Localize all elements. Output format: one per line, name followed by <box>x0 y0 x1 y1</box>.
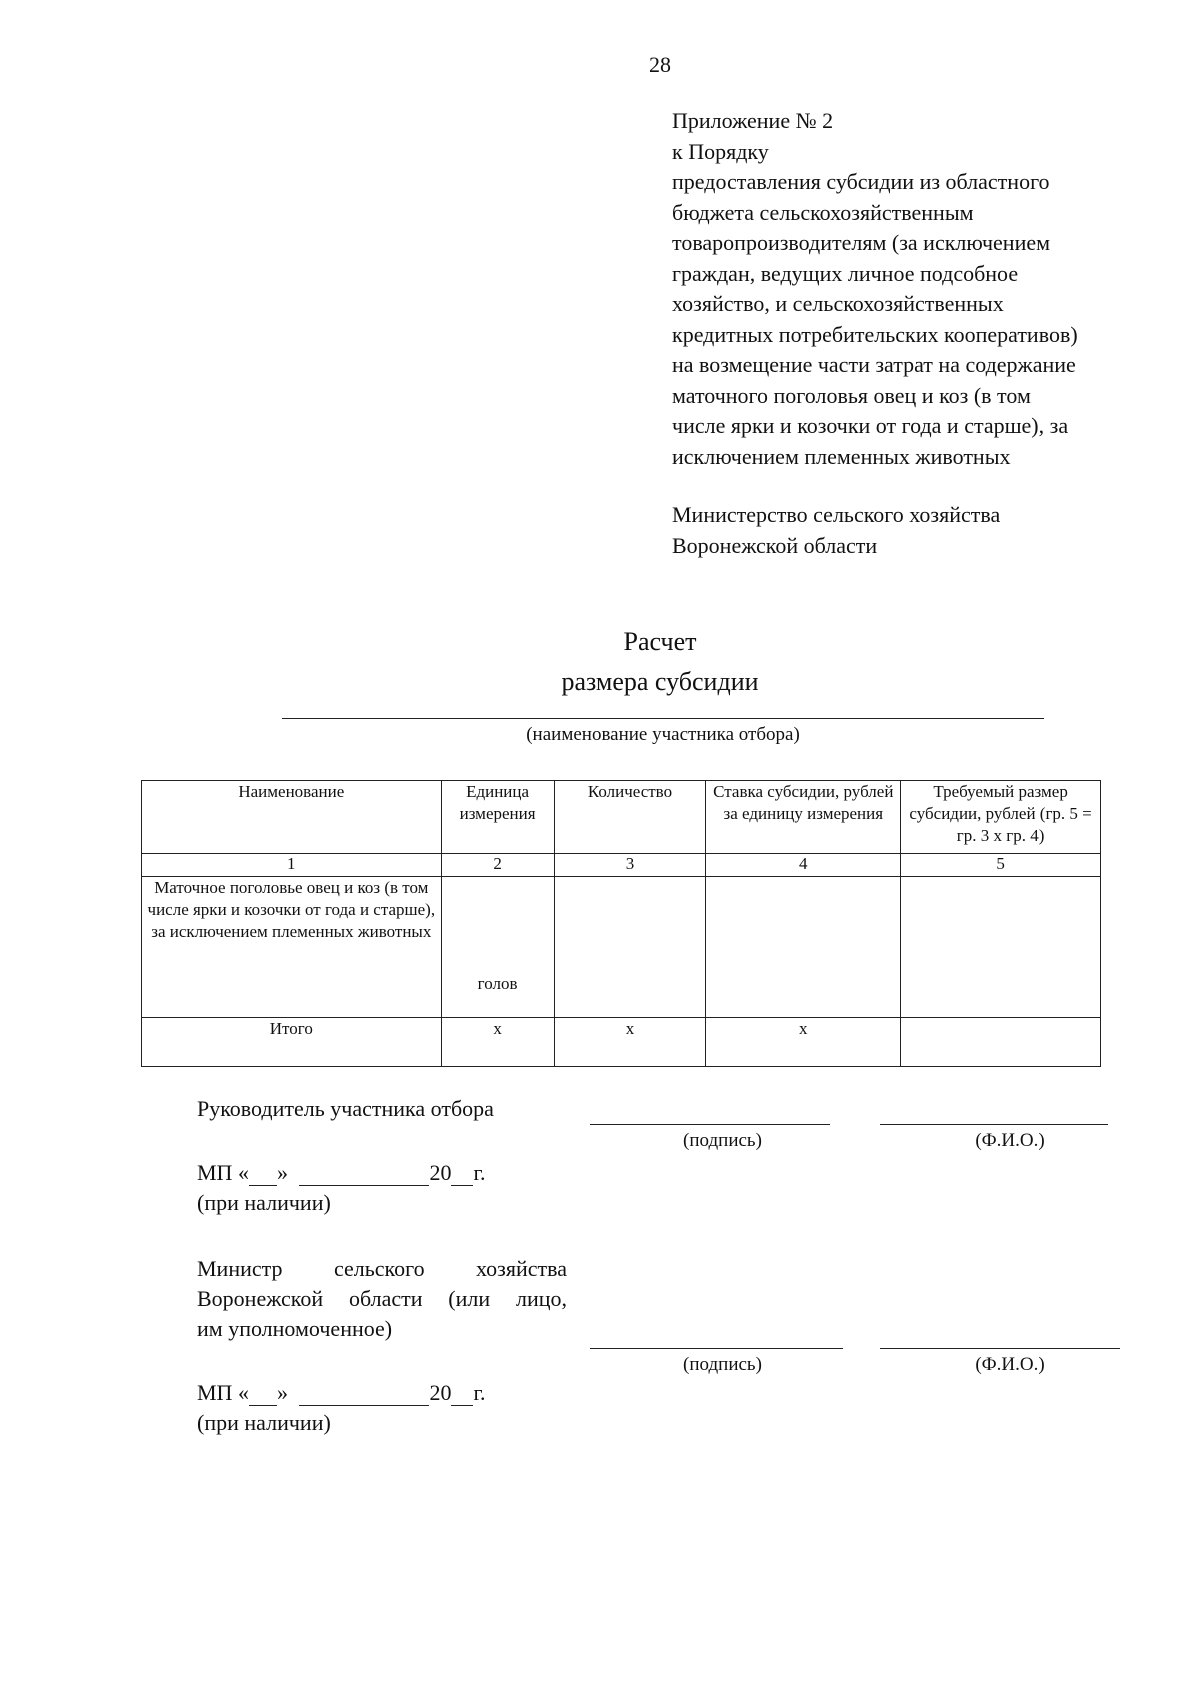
minister-signature-line[interactable] <box>590 1348 843 1349</box>
total-label: Итого <box>142 1018 442 1067</box>
stamp-date-line-2 <box>197 1380 486 1406</box>
ministry-line: Воронежской области <box>672 532 878 558</box>
minister-line: им уполномоченное) <box>197 1316 393 1341</box>
stamp-label: МП « <box>197 1160 249 1185</box>
table-header-row <box>142 781 1101 854</box>
appendix-header <box>672 106 1172 472</box>
header-amount: Требуемый размер субсидии, рублей (гр. 5 = гр. 3 х гр. 4) <box>901 781 1101 854</box>
appendix-line: товаропроизводителям (за исключением <box>672 230 1051 255</box>
month-blank[interactable] <box>299 1161 429 1186</box>
addressee-ministry <box>672 500 1172 561</box>
header-unit: Единица измерения <box>441 781 554 854</box>
head-fio-caption: (Ф.И.О.) <box>975 1130 1045 1151</box>
column-number: 2 <box>441 854 554 877</box>
total-row <box>142 1018 1101 1067</box>
appendix-line: бюджета сельскохозяйственным <box>672 199 974 225</box>
minister-line: Министр сельского хозяйства <box>197 1256 567 1281</box>
head-fio-line[interactable] <box>880 1124 1108 1125</box>
appendix-line: предоставления субсидии из областного <box>672 169 1050 194</box>
row-rate[interactable] <box>706 877 901 1018</box>
column-number: 5 <box>901 854 1101 877</box>
if-any-note: (при наличии) <box>197 1410 331 1435</box>
subsidy-calculation-table <box>141 780 1101 1067</box>
header-name: Наименование <box>142 781 442 854</box>
stamp-label: МП « <box>197 1380 249 1405</box>
stamp-date-line-1 <box>197 1160 486 1186</box>
year-prefix: 20 <box>429 1160 452 1185</box>
year-suffix: г. <box>473 1160 486 1185</box>
minister-line: Воронежской области (или лицо, <box>197 1286 567 1311</box>
title-line-2: размера субсидии <box>561 667 759 696</box>
column-number: 4 <box>706 854 901 877</box>
table-row <box>142 877 1101 1018</box>
ministry-line: Министерство сельского хозяйства <box>672 502 1001 527</box>
title-line-1: Расчет <box>623 627 697 656</box>
row-amount[interactable] <box>901 877 1101 1018</box>
minister-signature-caption: (подпись) <box>683 1354 762 1375</box>
row-quantity[interactable] <box>554 877 706 1018</box>
participant-caption: (наименование участника отбора) <box>526 724 800 745</box>
total-quantity: х <box>554 1018 706 1067</box>
year-blank[interactable] <box>451 1161 473 1186</box>
quote-close: » <box>276 1380 288 1405</box>
day-blank[interactable] <box>249 1161 277 1186</box>
quote-close: » <box>276 1160 288 1185</box>
appendix-line: исключением племенных животных <box>672 443 1011 469</box>
month-blank[interactable] <box>299 1381 429 1406</box>
appendix-line: кредитных потребительских кооперативов) <box>672 321 1078 347</box>
participant-name-line <box>282 718 1044 719</box>
minister-signatory-label <box>197 1254 567 1344</box>
minister-fio-caption: (Ф.И.О.) <box>975 1354 1045 1375</box>
appendix-line: на возмещение части затрат на содержание <box>672 352 1076 377</box>
total-amount[interactable] <box>901 1018 1101 1067</box>
appendix-line: граждан, ведущих личное подсобное <box>672 260 1019 286</box>
row-name: Маточное поголовье овец и коз (в том числе ярки и козочки от года и старше), за исключением племенных животных <box>142 877 442 1018</box>
minister-fio-line[interactable] <box>880 1348 1120 1349</box>
page-number: 28 <box>649 52 671 77</box>
header-quantity: Количество <box>554 781 706 854</box>
header-rate: Ставка субсидии, рублей за единицу измерения <box>706 781 901 854</box>
year-prefix: 20 <box>429 1380 452 1405</box>
row-unit: голов <box>441 877 554 1018</box>
head-signature-line[interactable] <box>590 1124 830 1125</box>
appendix-line: к Порядку <box>672 138 769 164</box>
day-blank[interactable] <box>249 1381 277 1406</box>
total-rate: х <box>706 1018 901 1067</box>
appendix-line: маточного поголовья овец и коз (в том <box>672 382 1031 408</box>
head-signatory-label: Руководитель участника отбора <box>197 1096 494 1121</box>
column-number: 1 <box>142 854 442 877</box>
appendix-line: хозяйство, и сельскохозяйственных <box>672 291 1004 316</box>
appendix-line: Приложение № 2 <box>672 108 834 133</box>
total-unit: х <box>441 1018 554 1067</box>
year-blank[interactable] <box>451 1381 473 1406</box>
year-suffix: г. <box>473 1380 486 1405</box>
document-title <box>0 622 1200 702</box>
column-number-row <box>142 854 1101 877</box>
head-signature-caption: (подпись) <box>683 1130 762 1151</box>
if-any-note: (при наличии) <box>197 1190 331 1215</box>
appendix-line: числе ярки и козочки от года и старше), за <box>672 413 1069 438</box>
column-number: 3 <box>554 854 706 877</box>
